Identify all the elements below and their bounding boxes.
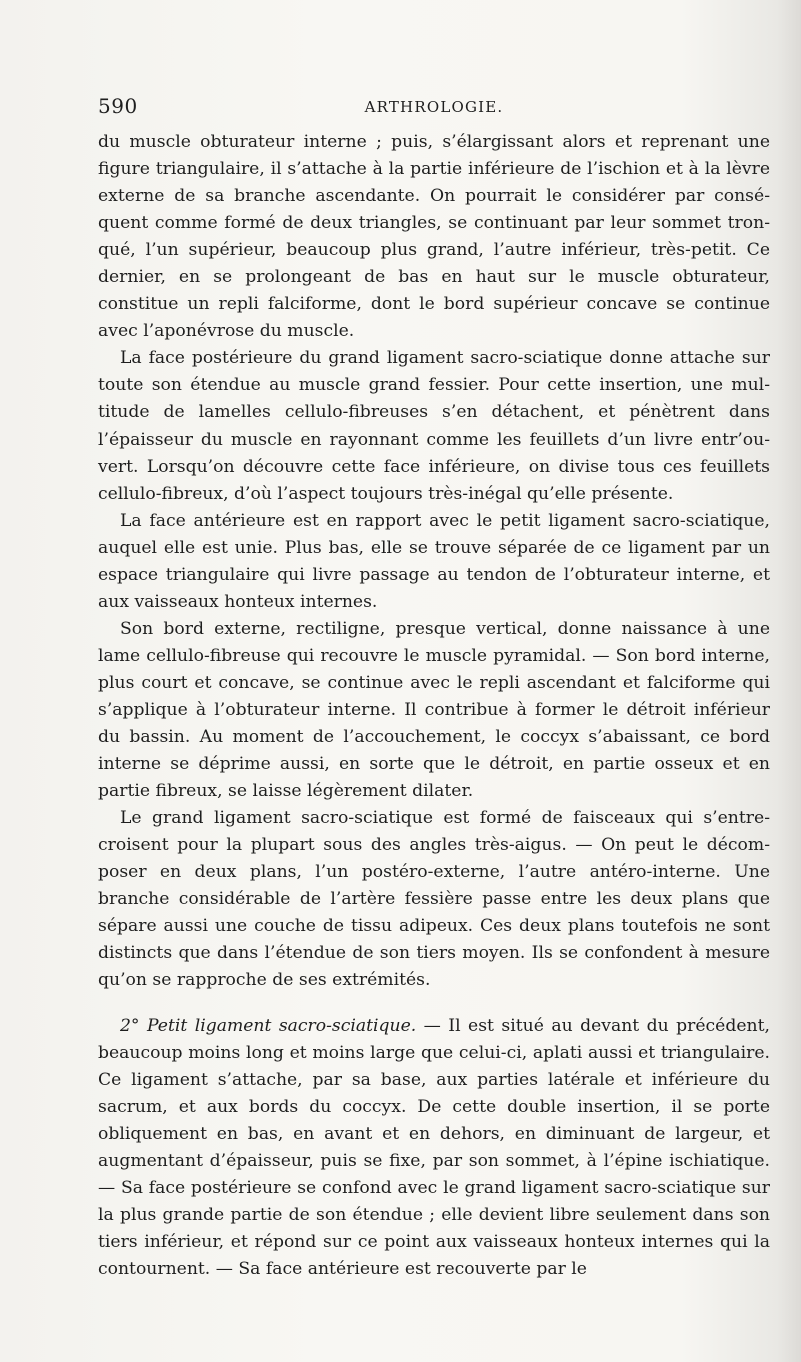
running-title: ARTHROLOGIE. <box>364 98 504 116</box>
section-small-ligament <box>98 1013 770 1283</box>
paragraph-structure: Le grand ligament sacro-sciatique est formé de faisceaux qui s’entrecroisent pour la plupart sous des angles très-aigus. — On peut le décomposer en deux plans, l’un postéro-externe, l’autre antéro-interne. Une branche considérable de l’artère fessière passe entre les deux plans que sépare aussi une couche de tissu adipeux. Ces deux plans toutefois ne sont distincts que dans l’étendue de son tiers moyen. Ils se confondent à mesure qu’on se rapproche de ses extrémités. <box>98 808 770 991</box>
paragraph-continuation: du muscle obturateur interne ; puis, s’élargissant alors et reprenant une figure triangulaire, il s’attache à la partie inférieure de l’ischion et à la lèvre externe de sa branche ascendante. On pourrait le considérer par conséquent comme formé de deux triangles, se continuant par leur sommet tronqué, l’un supérieur, beaucoup plus grand, l’autre inférieur, très-petit. Ce dernier, en se prolongeant de bas en haut sur le muscle obturateur, constitue un repli falciforme, dont le bord supérieur concave se continue avec l’aponévrose du muscle. <box>98 132 770 342</box>
paragraph-borders: Son bord externe, rectiligne, presque vertical, donne naissance à une lame cellulo-fibreuse qui recouvre le muscle pyramidal. — Son bord interne, plus court et concave, se continue avec le repli ascendant et falciforme qui s’applique à l’obturateur interne. Il contribue à former le détroit inférieur du bassin. Au moment de l’accouchement, le coccyx s’abaissant, ce bord interne se déprime aussi, en sorte que le détroit, en partie osseux et en partie fibreux, se laisse légèrement dilater. <box>98 618 770 802</box>
paragraph-posterior-face: La face postérieure du grand ligament sacro-sciatique donne attache sur toute son étendue au muscle grand fessier. Pour cette insertion, une multitude de lamelles cellulo-fibreuses s’en détachent, et pénètrent dans l’épaisseur du muscle en rayonnant comme les feuillets d’un livre entr’ouvert. Lorsqu’on découvre cette face inférieure, on divise tous ces feuillets cellulo-fibreux, d’où l’aspect toujours très-inégal qu’elle présente. <box>98 348 770 504</box>
section-title: Petit ligament sacro-sciatique. <box>146 1015 417 1036</box>
section-number: 2° <box>120 1015 140 1036</box>
paragraph-anterior-face: La face antérieure est en rapport avec le petit ligament sacro-sciatique, auquel elle est unie. Plus bas, elle se trouve séparée de ce ligament par un espace triangulaire qui livre passage au tendon de l’obturateur interne, et aux vaisseaux honteux internes. <box>98 510 770 612</box>
page-header <box>98 94 770 122</box>
page-number: 590 <box>98 94 138 118</box>
body-text <box>98 129 770 1283</box>
section-text: — Il est situé au devant du précédent, beaucoup moins long et moins large que celui-ci, aplati aussi et triangulaire. Ce ligament s’attache, par sa base, aux parties latérale et inférieure du sacrum, et aux bords du coccyx. De cette double insertion, il se porte obliquement en bas, en avant et en dehors, en diminuant de largeur, et augmentant d’épaisseur, puis se fixe, par son sommet, à l’épine ischiatique. — Sa face postérieure se confond avec le grand ligament sacro-sciatique sur la plus grande partie de son étendue ; elle devient libre seulement dans son tiers inférieur, et répond sur ce point aux vaisseaux honteux internes qui la contournent. — Sa face antérieure est recouverte par le <box>98 1015 770 1279</box>
